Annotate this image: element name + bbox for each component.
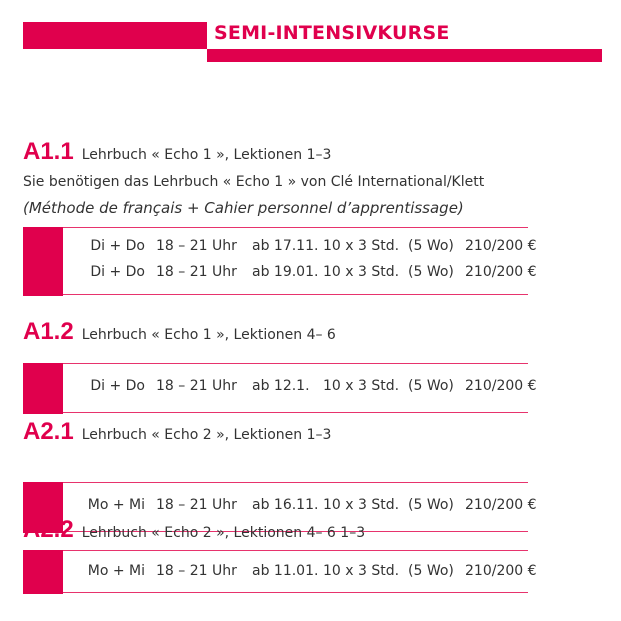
session-time: 18 – 21 Uhr <box>156 563 237 579</box>
course-heading-a1-1 <box>23 138 331 166</box>
session-days: Di + Do <box>90 378 145 394</box>
session-days: Mo + Mi <box>87 563 145 579</box>
session-row <box>23 378 583 398</box>
session-days: Mo + Mi <box>87 497 145 513</box>
accent-box <box>23 227 63 296</box>
session-start: ab 19.01. <box>252 264 319 280</box>
session-duration: 10 x 3 Std. <box>323 378 400 394</box>
session-price: 210/200 € <box>465 264 537 280</box>
course-description: Lehrbuch « Echo 1 », Lektionen 4– 6 <box>81 327 336 343</box>
session-weeks: (5 Wo) <box>408 238 454 254</box>
page-title: SEMI-INTENSIVKURSE <box>214 22 450 44</box>
session-price: 210/200 € <box>465 497 537 513</box>
session-row <box>23 238 583 258</box>
course-heading-a1-2 <box>23 318 336 346</box>
course-code: A1.2 <box>23 318 74 345</box>
header-bar-right <box>207 49 602 62</box>
session-block-a2-2 <box>23 550 537 593</box>
course-note: Sie benötigen das Lehrbuch « Echo 1 » von Clé International/Klett <box>23 174 485 190</box>
course-heading-a2-2 <box>23 516 365 544</box>
course-heading-a2-1 <box>23 418 331 446</box>
session-price: 210/200 € <box>465 378 537 394</box>
course-code: A2.1 <box>23 418 74 445</box>
course-note-italic: (Méthode de français + Cahier personnel d’apprentissage) <box>23 199 464 217</box>
session-start: ab 17.11. <box>252 238 319 254</box>
session-row <box>23 497 583 517</box>
session-block-a1-2 <box>23 363 537 413</box>
course-description: Lehrbuch « Echo 2 », Lektionen 1–3 <box>81 427 332 443</box>
session-block-a1-1 <box>23 227 537 295</box>
session-time: 18 – 21 Uhr <box>156 497 237 513</box>
course-description: Lehrbuch « Echo 1 », Lektionen 1–3 <box>81 147 332 163</box>
session-weeks: (5 Wo) <box>408 378 454 394</box>
session-weeks: (5 Wo) <box>408 264 454 280</box>
session-duration: 10 x 3 Std. <box>323 563 400 579</box>
course-description: Lehrbuch « Echo 2 », Lektionen 4– 6 1–3 <box>81 525 366 541</box>
session-duration: 10 x 3 Std. <box>323 497 400 513</box>
session-row <box>23 563 583 583</box>
session-price: 210/200 € <box>465 238 537 254</box>
session-weeks: (5 Wo) <box>408 497 454 513</box>
session-start: ab 16.11. <box>252 497 319 513</box>
session-duration: 10 x 3 Std. <box>323 238 400 254</box>
session-days: Di + Do <box>90 238 145 254</box>
header-bar-left <box>23 22 207 49</box>
session-row <box>23 264 583 284</box>
session-time: 18 – 21 Uhr <box>156 378 237 394</box>
session-duration: 10 x 3 Std. <box>323 264 400 280</box>
session-time: 18 – 21 Uhr <box>156 238 237 254</box>
session-price: 210/200 € <box>465 563 537 579</box>
session-weeks: (5 Wo) <box>408 563 454 579</box>
session-time: 18 – 21 Uhr <box>156 264 237 280</box>
session-days: Di + Do <box>90 264 145 280</box>
course-code: A2.2 <box>23 516 74 543</box>
session-start: ab 12.1. <box>252 378 310 394</box>
session-start: ab 11.01. <box>252 563 319 579</box>
course-code: A1.1 <box>23 138 74 165</box>
